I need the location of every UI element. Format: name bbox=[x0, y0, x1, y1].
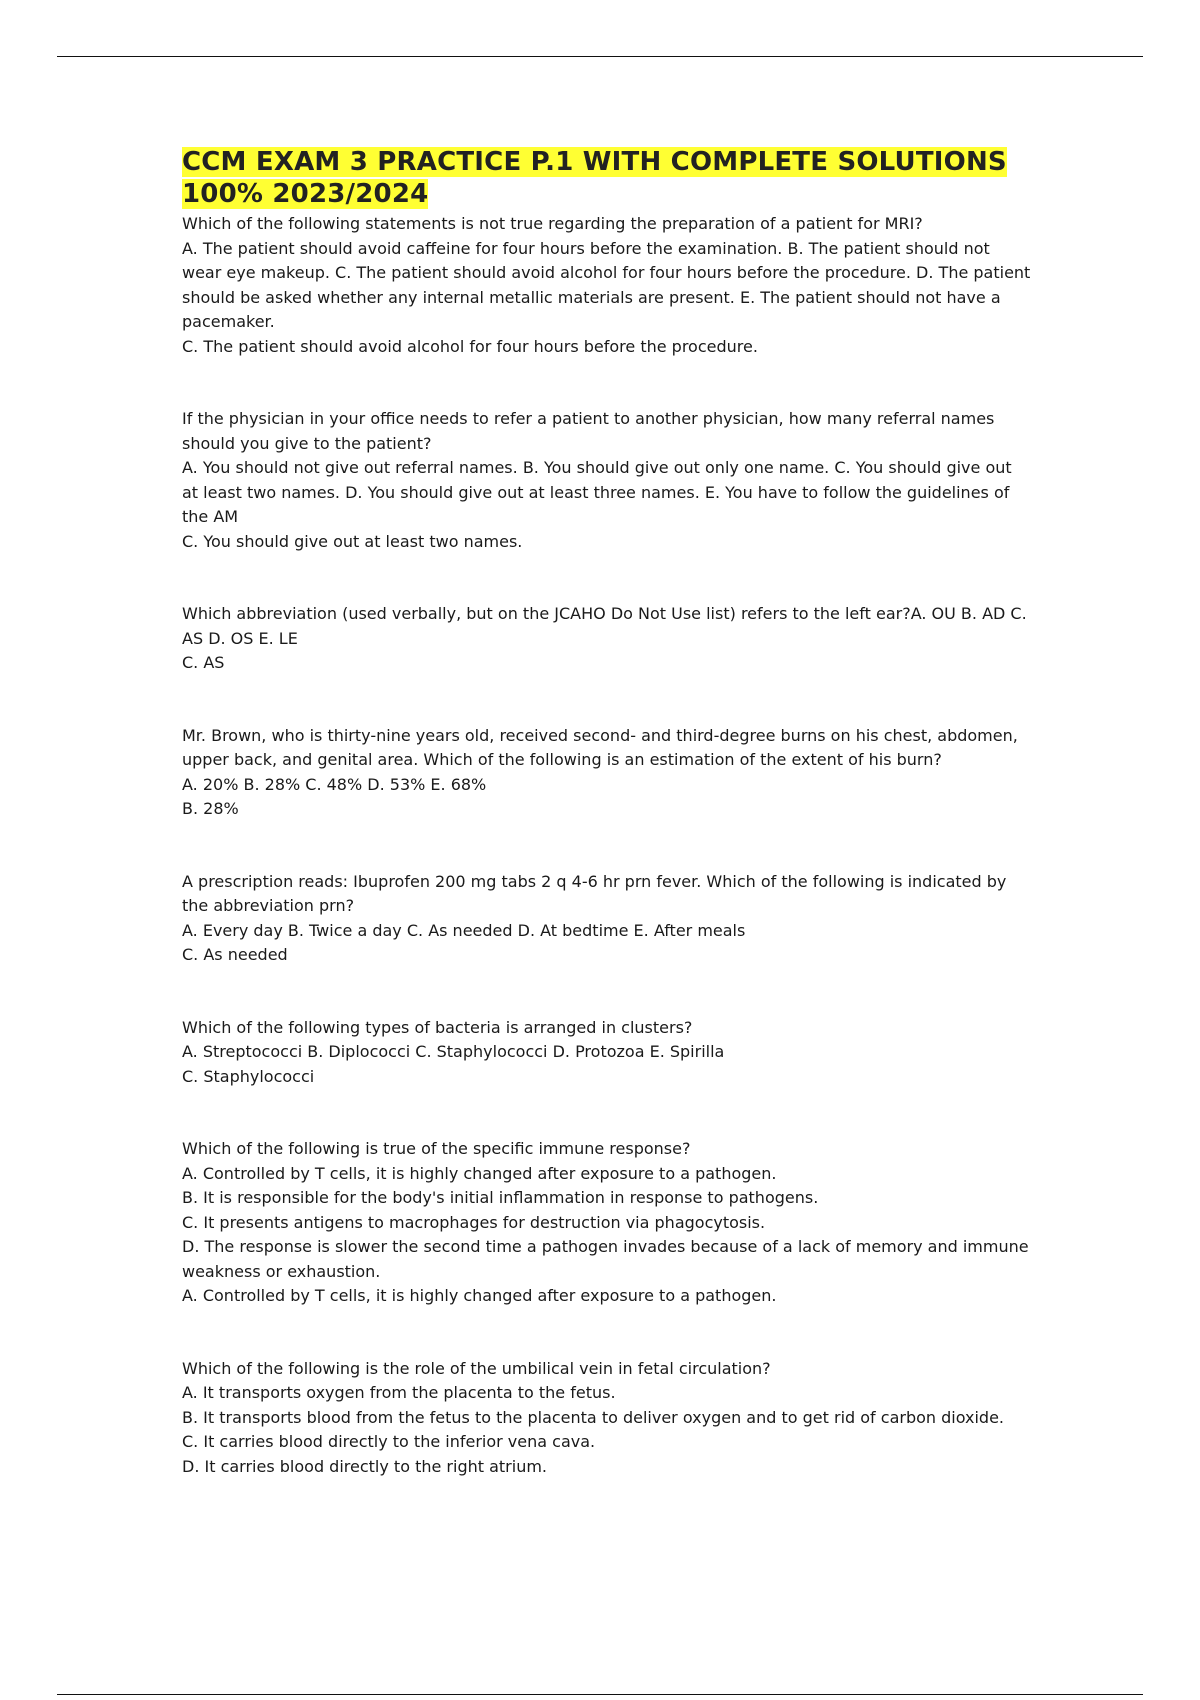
question-item-5 bbox=[182, 870, 1032, 968]
question-option-c: C. It carries blood directly to the inferior vena cava. bbox=[182, 1432, 596, 1451]
question-list bbox=[182, 212, 1032, 1479]
question-option-b: B. It is responsible for the body's initial inflammation in response to pathogens. bbox=[182, 1188, 819, 1207]
question-option-c: C. It presents antigens to macrophages for destruction via phagocytosis. bbox=[182, 1212, 766, 1232]
question-answer: B. 28% bbox=[182, 799, 239, 818]
question-item-2 bbox=[182, 407, 1032, 554]
question-options: A. Streptococci B. Diplococci C. Staphylococci D. Protozoa E. Spirilla bbox=[182, 1042, 725, 1061]
question-text: Which of the following is the role of the umbilical vein in fetal circulation? bbox=[182, 1358, 771, 1378]
question-options: A. The patient should avoid caffeine for four hours before the examination. B. The patient should not wear eye makeup. C. The patient should avoid alcohol for four hours before the procedure. D. The patient should be asked whether any internal metallic materials are present. E. The patient should not have a pacemaker. bbox=[182, 238, 1031, 331]
question-option-a: A. Controlled by T cells, it is highly changed after exposure to a pathogen. bbox=[182, 1163, 777, 1183]
question-option-d: D. It carries blood directly to the right atrium. bbox=[182, 1456, 548, 1476]
question-spacer bbox=[182, 1309, 1032, 1357]
title-highlight: CCM EXAM 3 PRACTICE P.1 WITH COMPLETE SOLUTIONS 100% 2023/2024 bbox=[182, 147, 1007, 209]
question-text: If the physician in your office needs to refer a patient to another physician, how many referral names should you give to the patient? bbox=[182, 409, 995, 453]
question-item-1 bbox=[182, 212, 1032, 359]
question-item-6 bbox=[182, 1016, 1032, 1090]
question-options: A. 20% B. 28% C. 48% D. 53% E. 68% bbox=[182, 774, 487, 794]
document-body bbox=[182, 146, 1032, 1479]
question-text: Which abbreviation (used verbally, but on the JCAHO Do Not Use list) refers to the left ear?A. OU B. AD C. AS D. OS E. LE bbox=[182, 604, 1027, 648]
question-item-8 bbox=[182, 1357, 1032, 1480]
question-text: A prescription reads: Ibuprofen 200 mg tabs 2 q 4-6 hr prn fever. Which of the following is indicated by the abbreviation prn? bbox=[182, 871, 1007, 915]
question-options: A. Every day B. Twice a day C. As needed D. At bedtime E. After meals bbox=[182, 920, 746, 940]
question-text: Which of the following types of bacteria is arranged in clusters? bbox=[182, 1017, 693, 1037]
question-item-4 bbox=[182, 724, 1032, 822]
question-answer: C. Staphylococci bbox=[182, 1066, 315, 1086]
question-text: Which of the following is true of the specific immune response? bbox=[182, 1139, 691, 1158]
question-answer: A. Controlled by T cells, it is highly changed after exposure to a pathogen. bbox=[182, 1286, 777, 1305]
question-item-7 bbox=[182, 1137, 1032, 1309]
question-options: A. You should not give out referral names. B. You should give out only one name. C. You should give out at least two names. D. You should give out at least three names. E. You have to follow the guidelines of the AM bbox=[182, 458, 1012, 526]
question-text: Mr. Brown, who is thirty-nine years old, received second- and third-degree burns on his chest, abdomen, upper back, and genital area. Which of the following is an estimation of the extent of his burn? bbox=[182, 725, 1018, 769]
question-spacer bbox=[182, 968, 1032, 1016]
question-spacer bbox=[182, 676, 1032, 724]
question-answer: C. The patient should avoid alcohol for four hours before the procedure. bbox=[182, 336, 758, 356]
question-spacer bbox=[182, 1089, 1032, 1137]
header-rule bbox=[57, 56, 1143, 57]
question-option-d: D. The response is slower the second time a pathogen invades because of a lack of memory and immune weakness or exhaustion. bbox=[182, 1237, 1029, 1281]
question-spacer bbox=[182, 359, 1032, 407]
question-option-a: A. It transports oxygen from the placenta to the fetus. bbox=[182, 1383, 616, 1402]
question-spacer bbox=[182, 554, 1032, 602]
question-answer: C. You should give out at least two names. bbox=[182, 531, 523, 551]
footer-rule bbox=[57, 1694, 1143, 1695]
question-answer: C. As needed bbox=[182, 945, 288, 964]
question-answer: C. AS bbox=[182, 653, 225, 672]
question-spacer bbox=[182, 822, 1032, 870]
document-title bbox=[182, 146, 1032, 210]
question-item-3 bbox=[182, 602, 1032, 676]
question-text: Which of the following statements is not true regarding the preparation of a patient for MRI? bbox=[182, 214, 923, 233]
question-option-b: B. It transports blood from the fetus to the placenta to deliver oxygen and to get rid of carbon dioxide. bbox=[182, 1407, 1005, 1427]
